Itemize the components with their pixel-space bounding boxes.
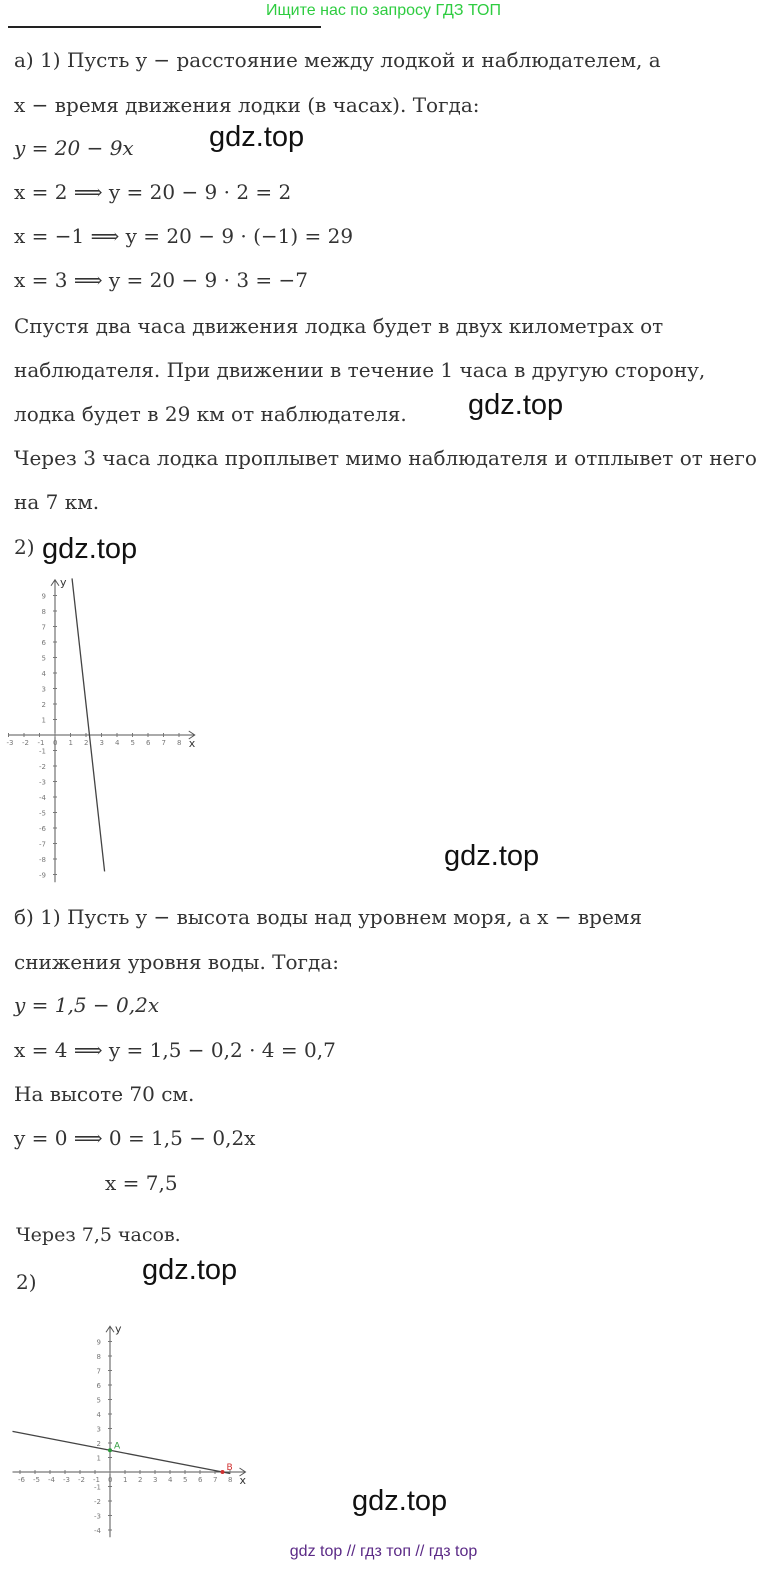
text-line: а) 1) Пусть y − расстояние между лодкой и наблюдателем, а [14, 48, 661, 72]
y-tick-label: -7 [39, 840, 46, 849]
y-tick-label: 6 [96, 1382, 101, 1390]
y-tick-label: -6 [39, 825, 46, 833]
y-tick-label: 4 [41, 670, 46, 678]
y-tick-label: -1 [39, 747, 46, 756]
x-tick-label: 2 [138, 1476, 143, 1484]
equation: x = 4 ⟹ y = 1,5 − 0,2 · 4 = 0,7 [14, 1038, 336, 1062]
equation: y = 20 − 9x [14, 136, 134, 160]
x-tick-label: 7 [213, 1476, 218, 1484]
x-tick-label: 8 [228, 1476, 233, 1484]
y-tick-label: 6 [41, 639, 46, 647]
equation: x = 2 ⟹ y = 20 − 9 · 2 = 2 [14, 180, 292, 204]
x-tick-label: 1 [68, 739, 73, 747]
y-tick-label: 2 [96, 1440, 101, 1448]
x-tick-label: 4 [168, 1476, 173, 1484]
y-tick-label: 9 [41, 592, 46, 601]
x-tick-label: 5 [183, 1476, 188, 1484]
x-tick-label: -5 [33, 1476, 40, 1484]
y-tick-label: -8 [39, 856, 46, 864]
text-line: Через 3 часа лодка проплывет мимо наблюдателя и отплывет от него [14, 446, 757, 470]
watermark: gdz.top [444, 840, 540, 872]
y-tick-label: -3 [39, 778, 46, 787]
x-tick-label: -1 [37, 739, 45, 747]
graph-line-b [0, 1310, 270, 1535]
y-tick-label: 7 [41, 623, 46, 632]
y-tick-label: 4 [96, 1411, 101, 1419]
y-axis-label: y [115, 1322, 122, 1336]
point-label: B [226, 1463, 233, 1473]
text-line: лодка будет в 29 км от наблюдателя. [14, 402, 407, 426]
watermark: gdz.top [42, 533, 138, 565]
text-line: б) 1) Пусть y − высота воды над уровнем моря, а x − время [14, 905, 642, 929]
y-tick-label: 3 [96, 1425, 101, 1434]
x-tick-label: 0 [108, 1476, 113, 1484]
point-marker [108, 1448, 112, 1452]
footer-links[interactable]: gdz top // гдз топ // гдз top [289, 1543, 478, 1560]
text-line: Спустя два часа движения лодка будет в двух километрах от [14, 314, 664, 338]
y-tick-label: -4 [94, 1527, 101, 1535]
x-axis-label: x [239, 1474, 247, 1487]
y-tick-label: 1 [96, 1454, 101, 1463]
graph-line-a [0, 570, 230, 885]
x-tick-label: 3 [153, 1476, 158, 1484]
x-tick-label: -4 [48, 1476, 55, 1484]
point-label: A [114, 1441, 121, 1452]
y-tick-label: 8 [41, 608, 46, 616]
equation: x = −1 ⟹ y = 20 − 9 · (−1) = 29 [14, 224, 354, 248]
equation: y = 0 ⟹ 0 = 1,5 − 0,2x [14, 1126, 256, 1150]
item-label: 2) [14, 535, 35, 559]
text-line: на 7 км. [14, 490, 100, 514]
y-axis-label: y [60, 575, 67, 589]
x-tick-label: -2 [78, 1476, 85, 1484]
y-tick-label: -4 [39, 794, 46, 802]
function-line [13, 1431, 231, 1473]
x-tick-label: 4 [115, 739, 120, 747]
x-tick-label: 2 [84, 739, 89, 747]
x-tick-label: -3 [63, 1476, 70, 1484]
x-tick-label: -3 [6, 739, 14, 747]
y-tick-label: 9 [96, 1338, 101, 1347]
x-tick-label: 7 [161, 739, 166, 747]
y-tick-label: -3 [94, 1512, 101, 1521]
equation: y = 1,5 − 0,2x [14, 993, 160, 1017]
equation: x = 3 ⟹ y = 20 − 9 · 3 = −7 [14, 268, 309, 292]
x-tick-label: 6 [146, 739, 151, 747]
function-line [72, 578, 105, 871]
watermark: gdz.top [468, 389, 564, 421]
y-tick-label: 3 [41, 685, 46, 694]
text-line: снижения уровня воды. Тогда: [14, 950, 339, 974]
y-tick-label: 5 [96, 1396, 101, 1405]
y-tick-label: -9 [39, 871, 46, 880]
y-tick-label: 2 [41, 701, 46, 709]
text-line: Через 7,5 часов. [16, 1224, 181, 1246]
y-tick-label: -2 [94, 1498, 101, 1506]
y-tick-label: -2 [39, 763, 46, 771]
x-tick-label: 6 [198, 1476, 203, 1484]
y-tick-label: 7 [96, 1367, 101, 1376]
x-tick-label: 1 [123, 1476, 128, 1484]
equation: x = 7,5 [105, 1171, 178, 1195]
watermark: gdz.top [142, 1254, 238, 1286]
y-tick-label: -1 [94, 1483, 101, 1492]
text-line: x − время движения лодки (в часах). Тогда: [14, 93, 480, 117]
banner-link[interactable]: Ищите нас по запросу ГДЗ ТОП [266, 2, 501, 19]
y-tick-label: -5 [39, 809, 46, 818]
x-tick-label: 3 [99, 739, 104, 747]
y-tick-label: 5 [41, 654, 46, 663]
x-tick-label: -1 [93, 1476, 100, 1484]
y-tick-label: 1 [41, 716, 46, 725]
point-marker [221, 1470, 225, 1474]
x-tick-label: -2 [22, 739, 29, 747]
x-tick-label: 0 [53, 739, 58, 747]
item-label: 2) [16, 1270, 37, 1294]
x-axis-label: x [188, 737, 196, 750]
watermark: gdz.top [209, 121, 305, 153]
x-tick-label: 5 [130, 739, 135, 747]
text-line: наблюдателя. При движении в течение 1 часа в другую сторону, [14, 358, 706, 382]
text-line: На высоте 70 см. [14, 1082, 195, 1106]
divider [8, 26, 321, 28]
y-tick-label: 8 [96, 1353, 101, 1361]
x-tick-label: -6 [18, 1476, 25, 1484]
watermark: gdz.top [352, 1485, 448, 1517]
x-tick-label: 8 [177, 739, 182, 747]
